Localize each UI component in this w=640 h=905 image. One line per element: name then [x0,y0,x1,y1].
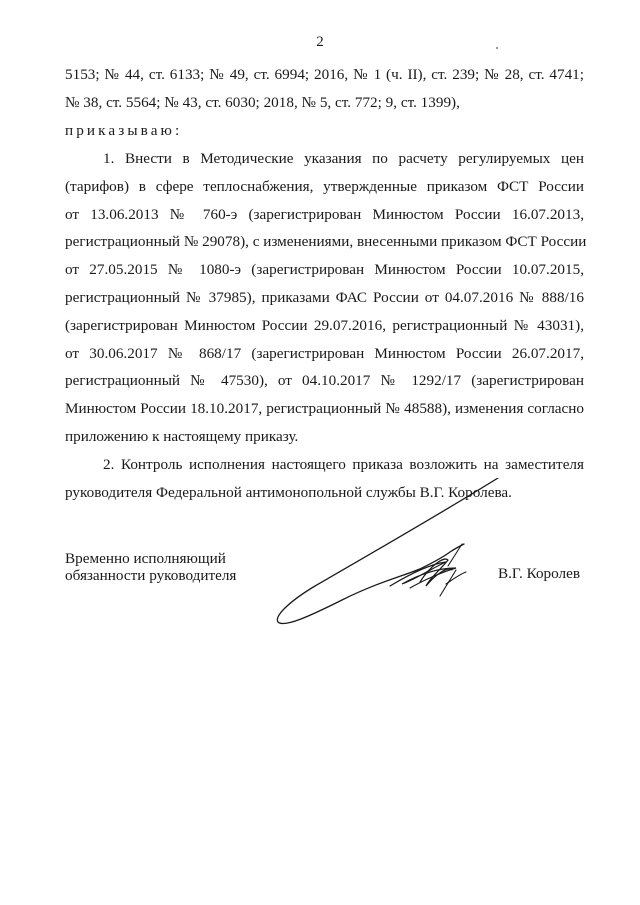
signatory-name: В.Г. Королев [498,565,581,582]
item-1-line-3: от 13.06.2013 № 760-э (зарегистрирован Минюстом России 16.07.2013, [65,206,584,223]
signatory-title-line-1: Временно исполняющий [65,550,226,567]
item-1-line-5: от 27.05.2015 № 1080-э (зарегистрирован Минюстом России 10.07.2015, [65,261,584,278]
item-1-line-10: Минюстом России 18.10.2017, регистрационный № 48588), изменения согласно [65,400,584,417]
item-2-line-1: 2. Контроль исполнения настоящего приказа возложить на заместителя [103,456,584,473]
item-1-line-9: регистрационный № 47530), от 04.10.2017 № 1292/17 (зарегистрирован [65,372,584,389]
text-line-1: 5153; № 44, ст. 6133; № 49, ст. 6994; 2016, № 1 (ч. II), ст. 239; № 28, ст. 4741; [65,66,584,83]
text-line-2: № 38, ст. 5564; № 43, ст. 6030; 2018, № 5, ст. 772; 9, ст. 1399), [65,94,460,111]
item-2-line-2: руководителя Федеральной антимонопольной службы В.Г. Королева. [65,484,512,501]
item-1-line-7: (зарегистрирован Минюстом России 29.07.2016, регистрационный № 43031), [65,317,584,334]
item-1-line-8: от 30.06.2017 № 868/17 (зарегистрирован Минюстом России 26.07.2017, [65,345,584,362]
item-1-line-11: приложению к настоящему приказу. [65,428,299,445]
page-number: 2 [316,34,324,50]
handwritten-signature [270,478,505,628]
order-word: приказываю: [65,122,183,139]
item-1-line-6: регистрационный № 37985), приказами ФАС России от 04.07.2016 № 888/16 [65,289,584,306]
item-1-line-1: 1. Внести в Методические указания по расчету регулируемых цен [103,150,584,167]
item-1-line-4: регистрационный № 29078), с изменениями, внесенными приказом ФСТ России [65,233,587,250]
item-1-line-2: (тарифов) в сфере теплоснабжения, утвержденные приказом ФСТ России [65,178,584,195]
scan-dot [496,47,498,49]
signatory-title-line-2: обязанности руководителя [65,567,237,584]
